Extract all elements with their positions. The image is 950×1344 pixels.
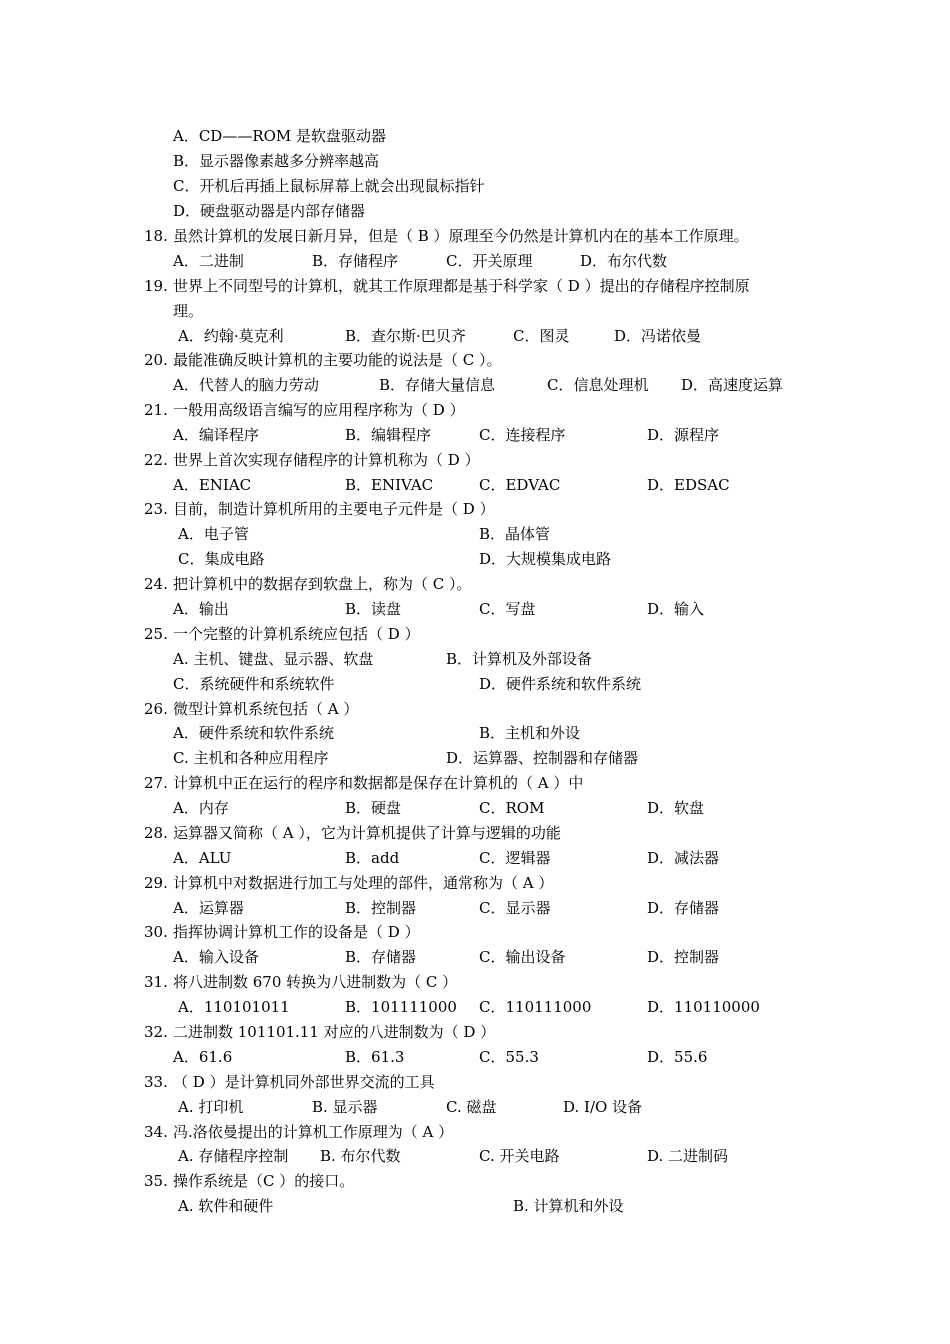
question-18 [0, 224, 950, 248]
option-a: A．输出 [173, 600, 229, 618]
question-text: 冯.洛依曼提出的计算机工作原理为（ A ） [173, 1123, 454, 1141]
question-19 [0, 274, 950, 298]
option-c: C．集成电路 [178, 550, 265, 568]
question-number: 22. [144, 451, 168, 469]
question-34-options [0, 1144, 950, 1168]
question-26 [0, 697, 950, 721]
option-b: B．add [345, 849, 400, 867]
question-number: 26. [144, 700, 168, 718]
option-d: D．EDSAC [647, 476, 730, 494]
option-c: C．显示器 [479, 899, 551, 917]
question-22-options [0, 473, 950, 497]
option-b: B．存储大量信息 [379, 376, 496, 394]
question-text: 一个完整的计算机系统应包括（ D ） [173, 625, 420, 643]
option-b: B．主机和外设 [479, 724, 581, 742]
option-c: C．55.3 [479, 1048, 539, 1066]
option-d: D．布尔代数 [580, 252, 668, 270]
option-c: C．图灵 [513, 327, 570, 345]
option-b: B．101111000 [345, 998, 457, 1016]
question-number: 34. [144, 1123, 168, 1141]
option-c: C．信息处理机 [547, 376, 649, 394]
question-number: 29. [144, 874, 168, 892]
question-27 [0, 771, 950, 795]
option-c: C．写盘 [479, 600, 536, 618]
question-text: 计算机中正在运行的程序和数据都是保存在计算机的（ A ）中 [173, 774, 584, 792]
option-d: D．存储器 [647, 899, 720, 917]
question-23-options-row2 [0, 547, 950, 571]
question-text: 二进制数 101101.11 对应的八进制数为（ D ） [173, 1023, 496, 1041]
question-text: 目前，制造计算机所用的主要电子元件是（ D ） [173, 500, 495, 518]
question-23-options-row1 [0, 522, 950, 546]
option-c: C．EDVAC [479, 476, 561, 494]
option-b: B．存储程序 [312, 252, 399, 270]
option-b: B．ENIVAC [345, 476, 434, 494]
option-d: D. I/O 设备 [563, 1098, 643, 1116]
option-d: D．减法器 [647, 849, 720, 867]
option-a: A．CD——ROM 是软盘驱动器 [173, 127, 387, 145]
option-a: A．编译程序 [173, 426, 259, 444]
question-number: 31. [144, 973, 168, 991]
question-27-options [0, 796, 950, 820]
option-c: C．系统硬件和系统软件 [173, 675, 335, 693]
option-a: A．运算器 [173, 899, 244, 917]
option-c: C. 磁盘 [446, 1098, 497, 1116]
question-number: 32. [144, 1023, 168, 1041]
question-number: 24. [144, 575, 168, 593]
option-d: D．110110000 [647, 998, 760, 1016]
option-a: A．61.6 [173, 1048, 233, 1066]
option-c: C．110111000 [479, 998, 592, 1016]
question-17 [0, 124, 950, 148]
question-text: 操作系统是（C ）的接口。 [173, 1172, 355, 1190]
question-33 [0, 1070, 950, 1094]
question-33-options [0, 1095, 950, 1119]
question-number: 28. [144, 824, 168, 842]
question-18-options [0, 249, 950, 273]
question-17-option-b-row [0, 149, 950, 173]
option-b: B．晶体管 [479, 525, 551, 543]
question-34 [0, 1120, 950, 1144]
question-21 [0, 398, 950, 422]
question-31-options [0, 995, 950, 1019]
question-text: 世界上首次实现存储程序的计算机称为（ D ） [173, 451, 480, 469]
question-20-options [0, 373, 950, 397]
question-20 [0, 348, 950, 372]
option-a: A. 打印机 [178, 1098, 244, 1116]
option-d: D．运算器、控制器和存储器 [446, 749, 639, 767]
option-b: B．计算机及外部设备 [446, 650, 593, 668]
question-text: 虽然计算机的发展日新月异，但是（ B ）原理至今仍然是计算机内在的基本工作原理。 [173, 227, 749, 245]
option-a: A．ALU [173, 849, 232, 867]
option-b: B．查尔斯·巴贝齐 [345, 327, 466, 345]
option-d: D．硬盘驱动器是内部存储器 [173, 202, 366, 220]
option-a: A．代替人的脑力劳动 [173, 376, 319, 394]
option-a: A．硬件系统和软件系统 [173, 724, 334, 742]
option-b: B．控制器 [345, 899, 417, 917]
question-text: 运算器又简称（ A ），它为计算机提供了计算与逻辑的功能 [173, 824, 561, 842]
question-text: 把计算机中的数据存到软盘上，称为（ C ）。 [173, 575, 472, 593]
option-d: D. 二进制码 [647, 1147, 729, 1165]
option-c: C．连接程序 [479, 426, 566, 444]
question-number: 21. [144, 401, 168, 419]
question-30-options [0, 945, 950, 969]
question-text: 计算机中对数据进行加工与处理的部件，通常称为（ A ） [173, 874, 554, 892]
option-d: D．大规模集成电路 [479, 550, 612, 568]
option-c: C．开关原理 [446, 252, 533, 270]
option-b: B．硬盘 [345, 799, 402, 817]
question-32-options [0, 1045, 950, 1069]
question-26-options-row2 [0, 746, 950, 770]
question-29-options [0, 896, 950, 920]
option-a: A．二进制 [173, 252, 244, 270]
question-29 [0, 871, 950, 895]
option-c: C．ROM [479, 799, 545, 817]
option-a: A．内存 [173, 799, 229, 817]
question-number: 27. [144, 774, 168, 792]
question-number: 35. [144, 1172, 168, 1190]
option-b: B. 显示器 [312, 1098, 378, 1116]
option-a: A．电子管 [178, 525, 249, 543]
question-number: 18. [144, 227, 168, 245]
question-31 [0, 970, 950, 994]
option-b: B．读盘 [345, 600, 402, 618]
option-b: B．存储器 [345, 948, 417, 966]
question-30 [0, 920, 950, 944]
option-c: C．输出设备 [479, 948, 566, 966]
question-text: （ D ）是计算机同外部世界交流的工具 [173, 1073, 435, 1091]
option-d: D．高速度运算 [681, 376, 784, 394]
option-d: D．55.6 [647, 1048, 708, 1066]
question-number: 30. [144, 923, 168, 941]
option-a: A. 软件和硬件 [178, 1197, 274, 1215]
question-number: 20. [144, 351, 168, 369]
option-c: C．开机后再插上鼠标屏幕上就会出现鼠标指针 [173, 177, 485, 195]
question-text: 将八进制数 670 转换为八进制数为（ C ） [173, 973, 458, 991]
question-26-options-row1 [0, 721, 950, 745]
question-text: 最能准确反映计算机的主要功能的说法是（ C ）。 [173, 351, 502, 369]
question-number: 33. [144, 1073, 168, 1091]
option-d: D．输入 [647, 600, 705, 618]
question-text: 指挥协调计算机工作的设备是（ D ） [173, 923, 420, 941]
question-number: 19. [144, 277, 168, 295]
question-text: 世界上不同型号的计算机，就其工作原理都是基于科学家（ D ）提出的存储程序控制原 [173, 277, 750, 295]
question-19-options [0, 324, 950, 348]
question-number: 23. [144, 500, 168, 518]
option-c: C. 开关电路 [479, 1147, 560, 1165]
question-17-option-d-row [0, 199, 950, 223]
option-b: B. 计算机和外设 [513, 1197, 624, 1215]
question-text: 一般用高级语言编写的应用程序称为（ D ） [173, 401, 465, 419]
question-17-option-c-row [0, 174, 950, 198]
question-35 [0, 1169, 950, 1193]
option-a: A．110101011 [178, 998, 290, 1016]
option-d: D．冯诺依曼 [614, 327, 702, 345]
question-25-options-row2 [0, 672, 950, 696]
option-d: D．控制器 [647, 948, 720, 966]
option-a: A．约翰·莫克利 [178, 327, 284, 345]
question-24 [0, 572, 950, 596]
option-a: A．ENIAC [173, 476, 252, 494]
question-19-continued [0, 299, 950, 323]
question-number: 25. [144, 625, 168, 643]
question-32 [0, 1020, 950, 1044]
question-text-continued: 理。 [173, 302, 204, 320]
option-a: A. 主机、键盘、显示器、软盘 [173, 650, 374, 668]
option-b: B. 布尔代数 [320, 1147, 401, 1165]
option-b: B．编辑程序 [345, 426, 432, 444]
question-text: 微型计算机系统包括（ A ） [173, 700, 359, 718]
question-24-options [0, 597, 950, 621]
question-25-options-row1 [0, 647, 950, 671]
question-21-options [0, 423, 950, 447]
question-35-options [0, 1194, 950, 1218]
option-b: B．显示器像素越多分辨率越高 [173, 152, 380, 170]
question-25 [0, 622, 950, 646]
question-28-options [0, 846, 950, 870]
question-28 [0, 821, 950, 845]
question-23 [0, 497, 950, 521]
option-d: D．硬件系统和软件系统 [479, 675, 642, 693]
option-a: A．输入设备 [173, 948, 259, 966]
option-d: D．源程序 [647, 426, 720, 444]
question-22 [0, 448, 950, 472]
option-b: B．61.3 [345, 1048, 405, 1066]
option-d: D．软盘 [647, 799, 705, 817]
option-c: C. 主机和各种应用程序 [173, 749, 329, 767]
option-a: A. 存储程序控制 [178, 1147, 289, 1165]
option-c: C．逻辑器 [479, 849, 551, 867]
